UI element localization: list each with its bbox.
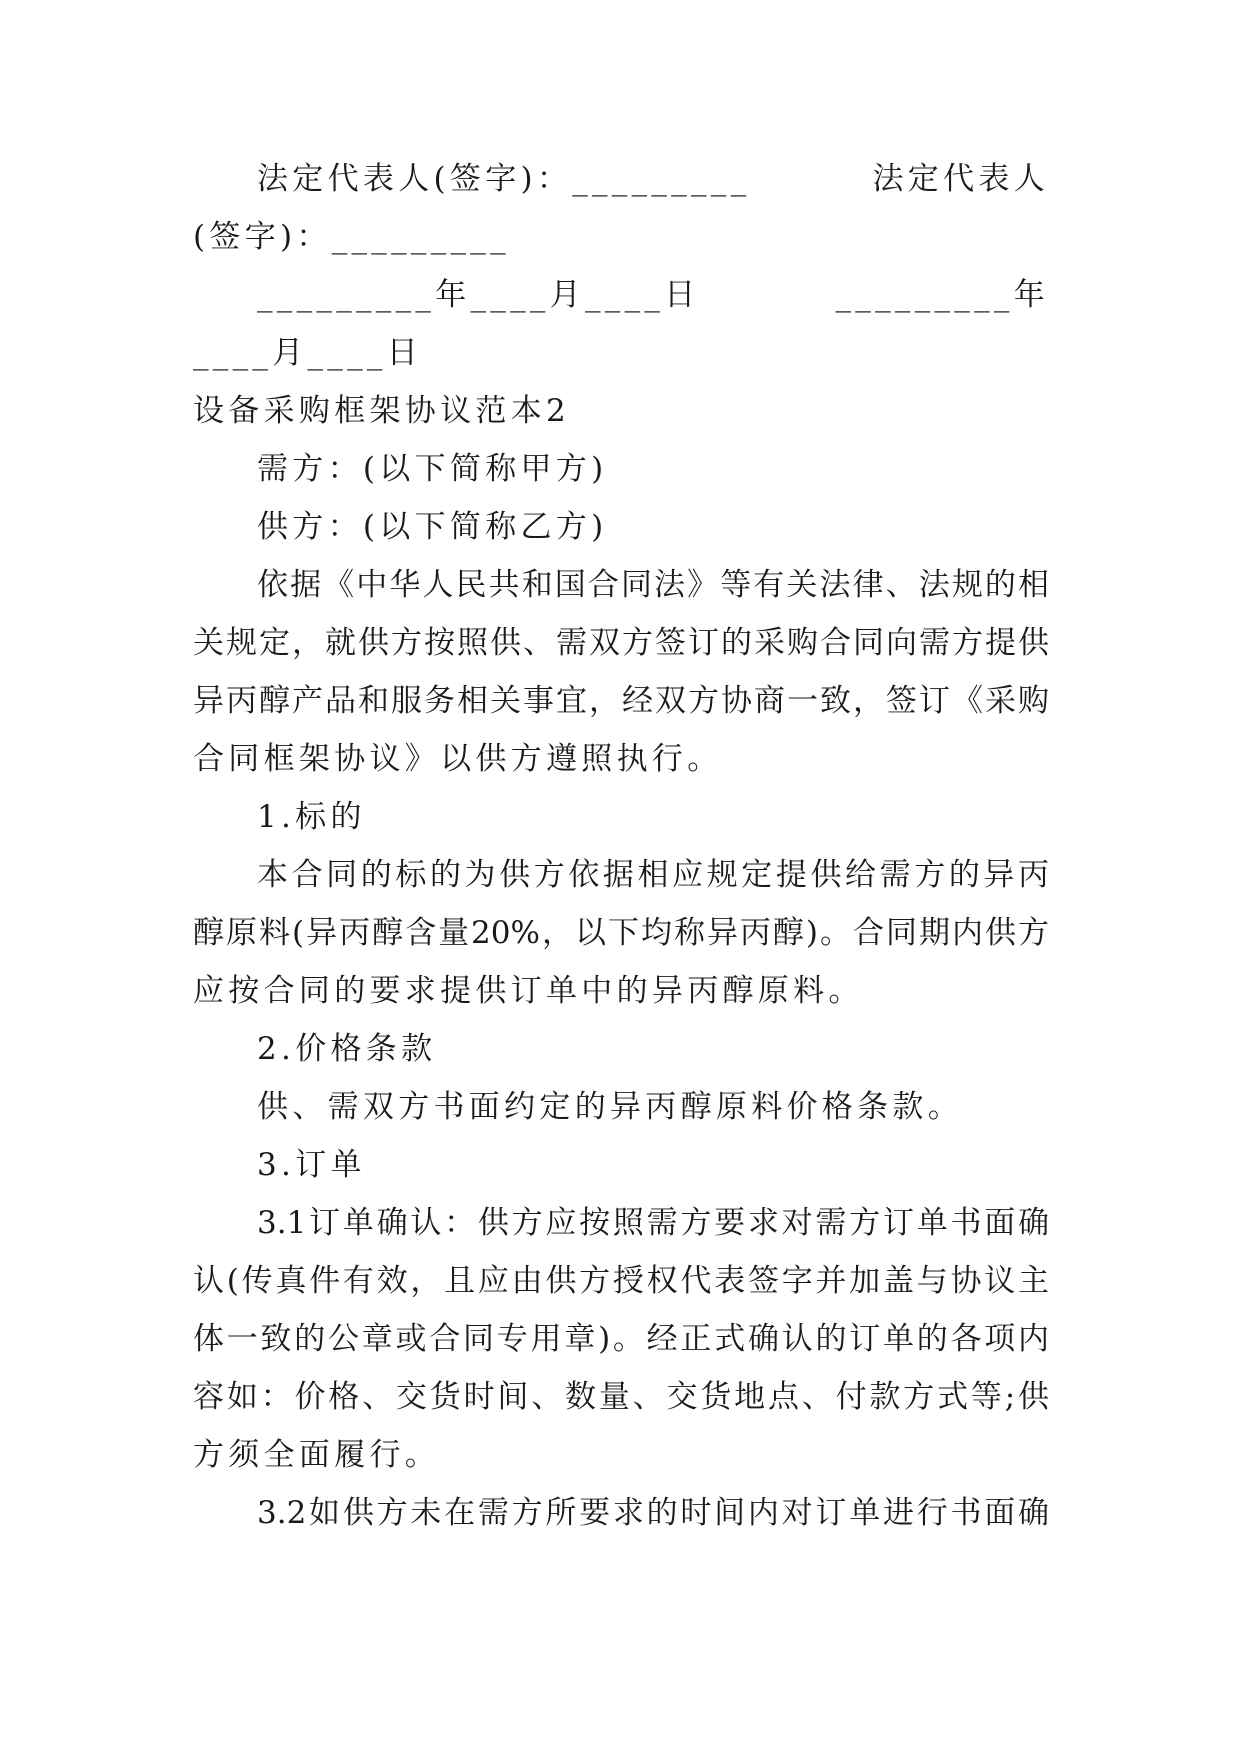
signature-right: 法定代表人 — [872, 161, 1049, 197]
document-page — [193, 150, 1049, 1542]
section-3-1-line: 认(传真件有效，且应由供方授权代表签字并加盖与协议主 — [193, 1263, 1049, 1299]
section-3-2-line: 3.2如供方未在需方所要求的时间内对订单进行书面确 — [257, 1495, 1049, 1531]
date-left: _________年____月____日 — [257, 277, 700, 313]
signature-left: 法定代表人(签字)：_________ — [257, 161, 751, 197]
intro-line: 依据《中华人民共和国合同法》等有关法律、法规的相 — [257, 567, 1049, 603]
section-1-heading: 1.标的 — [257, 799, 366, 835]
supplier-line: 供方：(以下简称乙方) — [257, 509, 608, 545]
section-2-line: 供、需双方书面约定的异丙醇原料价格条款。 — [257, 1089, 963, 1125]
signature-row-1 — [193, 150, 1049, 208]
document-title: 设备采购框架协议范本2 — [193, 393, 571, 429]
section-1-line: 应按合同的要求提供订单中的异丙醇原料。 — [193, 973, 864, 1009]
section-1-line: 本合同的标的为供方依据相应规定提供给需方的异丙 — [257, 857, 1049, 893]
section-3-1-line: 容如：价格、交货时间、数量、交货地点、付款方式等;供 — [193, 1379, 1049, 1415]
section-1-line: 醇原料(异丙醇含量20%，以下均称异丙醇)。合同期内供方 — [193, 915, 1049, 951]
section-3-1-line: 方须全面履行。 — [193, 1437, 441, 1473]
section-3-1-line: 体一致的公章或合同专用章)。经正式确认的订单的各项内 — [193, 1321, 1049, 1357]
date-right: _________年 — [835, 277, 1049, 313]
section-2-heading: 2.价格条款 — [257, 1031, 437, 1067]
date-row-1 — [193, 266, 1049, 324]
buyer-line: 需方：(以下简称甲方) — [257, 451, 608, 487]
section-3-heading: 3.订单 — [257, 1147, 366, 1183]
intro-line: 异丙醇产品和服务相关事宜，经双方协商一致，签订《采购 — [193, 683, 1049, 719]
date-row-2: ____月____日 — [193, 335, 422, 371]
section-3-1-line: 3.1订单确认：供方应按照需方要求对需方订单书面确 — [257, 1205, 1049, 1241]
signature-row-2: (签字)：_________ — [193, 219, 510, 255]
intro-line: 关规定，就供方按照供、需双方签订的采购合同向需方提供 — [193, 625, 1049, 661]
intro-line: 合同框架协议》以供方遵照执行。 — [193, 741, 723, 777]
